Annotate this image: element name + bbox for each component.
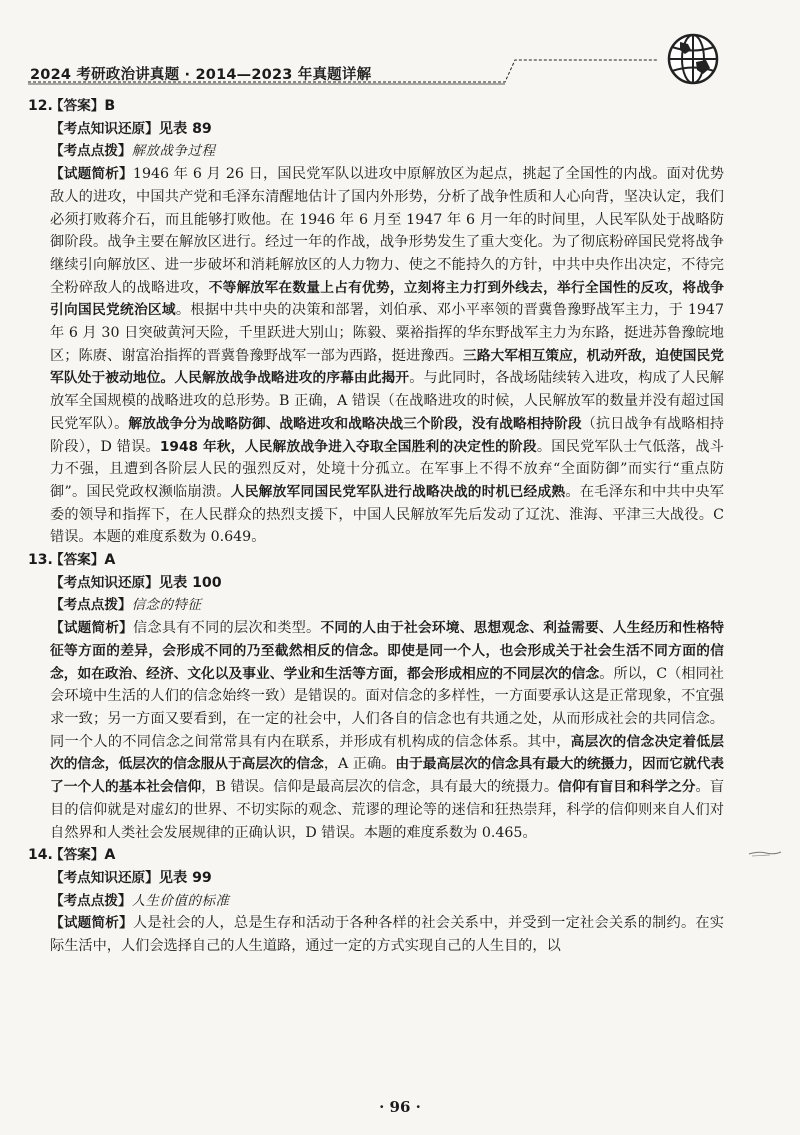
tip-label: 【考点点拨】 — [50, 597, 132, 614]
answer-label: 【答案】 — [50, 552, 105, 569]
question-12 — [28, 95, 724, 549]
analysis-run: ，B 错误。信仰是最高层次的信念，具有最大的统摄力。 — [201, 779, 559, 796]
analysis-run-bold: 高层次的信念决定着低层次的信念，低层次的信念服从于高层次的信念 — [50, 733, 724, 773]
analysis-run: ，A 正确。 — [323, 756, 396, 773]
analysis-run: 。根据中共中央的决策和部署，刘伯承、邓小平率领的晋冀鲁豫野战军主力，于 1947 年 6 月 30 日突破黄河天险，千里跃进大别山；陈毅、粟裕指挥的华东野战军主力为东路，挺进苏鲁豫皖地区；陈赓、谢富治指挥的晋冀鲁豫野战军一部为西路，挺进豫西。 — [50, 302, 724, 364]
analysis-run: 。在毛泽东和中共中央军委的领导和指挥下，在人民群众的热烈支援下，中国人民解放军先后发动了辽沈、淮海、平津三大战役。C 错误。本题的难度系数为 0.649。 — [50, 483, 724, 546]
analysis-run-bold: 1948 年秋，人民解放战争进入夺取全国胜利的决定性的阶段 — [159, 438, 537, 455]
analysis-run-bold: 三路大军相互策应，机动歼敌，迫使国民党军队处于被动地位。人民解放战争战略进攻的序幕由此揭开 — [50, 347, 724, 387]
analysis-run-bold: 解放战争分为战略防御、战略进攻和战略决战三个阶段，没有战略相持阶段 — [128, 415, 582, 432]
analysis-run-bold: 人民解放军同国民党军队进行战略决战的时机已经成熟 — [230, 483, 566, 500]
analysis-run: 人是社会的人，总是生存和活动于各种各样的社会关系中，并受到一定社会关系的制约。在实际生活中，人们会选择自己的人生道路，通过一定的方式实现自己的人生目的，以 — [50, 915, 724, 955]
answer-line — [50, 549, 724, 572]
tip-label: 【考点点拨】 — [50, 892, 132, 909]
analysis-run-bold: 信仰有盲目和科学之分 — [558, 779, 696, 796]
header-title: 2024 考研政治讲真题 · 2014—2023 年真题详解 — [30, 67, 372, 83]
globe-icon — [666, 32, 720, 86]
tip-value: 人生价值的标准 — [131, 892, 230, 909]
knowledge-line — [50, 867, 724, 890]
answer-line — [50, 95, 724, 118]
page-number: · 96 · — [379, 1098, 421, 1116]
analysis-label: 【试题简析】 — [50, 915, 133, 932]
analysis-run: （抗日战争有战略相持阶段），D 错误。 — [50, 415, 724, 455]
analysis-run: 。所以，C（相同社会环境中生活的人们的信念始终一致）是错误的。面对信念的多样性，一方面要承认这是正常现象，不宜强求一致；另一方面又要看到，在一定的社会中，人们各自的信念也有共通之处，从而形成社会的共同信念。同一个人的不同信念之间常常具有内在联系，并形成有机构成的信念体系。其中， — [50, 665, 724, 750]
question-number: 12. — [28, 98, 53, 114]
knowledge-value: 见表 89 — [158, 120, 212, 137]
question-14 — [28, 844, 724, 958]
analysis-run-bold: 不同的人由于社会环境、思想观念、利益需要、人生经历和性格特征等方面的差异，会形成不同的乃至截然相反的信念。即使是同一个人，也会形成关于社会生活不同方面的信念，如在政治、经济、文化以及事业、学业和生活等方面，都会形成相应的不同层次的信念 — [50, 620, 724, 682]
analysis-label: 【试题简析】 — [50, 620, 133, 637]
page-content — [28, 95, 724, 958]
analysis-paragraph — [50, 912, 724, 957]
page-header — [0, 0, 800, 98]
answer-value: B — [104, 98, 116, 114]
margin-pen-mark — [748, 848, 782, 858]
answer-line — [50, 844, 724, 867]
analysis-run-bold: 由于最高层次的信念具有最大的统摄力，因而它就代表了一个人的基本社会信仰 — [50, 756, 724, 796]
knowledge-label: 【考点知识还原】 — [50, 120, 159, 137]
analysis-run: 信念具有不同的层次和类型。 — [132, 620, 321, 637]
answer-value: A — [104, 552, 116, 569]
tip-line — [50, 140, 724, 163]
tip-line — [50, 890, 724, 913]
question-number: 13. — [28, 552, 53, 569]
tip-label: 【考点点拨】 — [50, 143, 132, 160]
answer-value: A — [104, 847, 116, 864]
knowledge-value: 见表 99 — [158, 869, 212, 886]
tip-value: 解放战争过程 — [131, 143, 216, 160]
knowledge-value: 见表 100 — [158, 574, 222, 591]
analysis-run: 。盲目的信仰就是对虚幻的世界、不切实际的观念、荒谬的理论等的迷信和狂热崇拜，科学的信仰则来自人们对自然界和人类社会发展规律的正确认识，D 错误。本题的难度系数为 0.465。 — [50, 779, 724, 841]
answer-label: 【答案】 — [50, 98, 105, 114]
analysis-paragraph — [50, 617, 724, 844]
answer-label: 【答案】 — [50, 847, 105, 864]
analysis-run: 1946 年 6 月 26 日，国民党军队以进攻中原解放区为起点，挑起了全国性的内战。面对优势敌人的进攻，中国共产党和毛泽东清醒地估计了国内外形势，分析了战争性质和人心向背，坚决认定，我们必须打败蒋介石，而且能够打败他。在 1946 年 6 月至 1947 年 6 月一年的时间里，人民军队处于战略防御阶段。战争主要在解放区进行。经过一年的作战，战争形势发生了重大变化。为了彻底粉碎国民党将战争继续引向解放区、进一步破坏和消耗解放区的人力物力、使之不能持久的方针，中共中央作出决定，不待完全粉碎敌人的战略进攻， — [50, 166, 724, 296]
question-13 — [28, 549, 724, 844]
knowledge-label: 【考点知识还原】 — [50, 574, 159, 591]
knowledge-line — [50, 572, 724, 595]
tip-line — [50, 594, 724, 617]
knowledge-line — [50, 118, 724, 141]
analysis-run: 。与此同时，各战场陆续转入进攻，构成了人民解放军全国规模的战略进攻的总形势。B 正确，A 错误（在战略进攻的时候，人民解放军的数量并没有超过国民党军队）。 — [50, 370, 724, 432]
analysis-run: 。国民党军队士气低落，战斗力不强，且遭到各阶层人民的强烈反对，处境十分孤立。在军事上不得不放弃“全面防御”而实行“重点防御”。国民党政权濒临崩溃。 — [50, 438, 724, 500]
knowledge-label: 【考点知识还原】 — [50, 869, 159, 886]
analysis-run-bold: 不等解放军在数量上占有优势，立刻将主力打到外线去，举行全国性的反攻，将战争引向国民党统治区域 — [50, 279, 724, 319]
tip-value: 信念的特征 — [131, 597, 202, 614]
question-number: 14. — [28, 847, 53, 864]
analysis-label: 【试题简析】 — [50, 166, 133, 183]
analysis-paragraph — [50, 163, 724, 549]
